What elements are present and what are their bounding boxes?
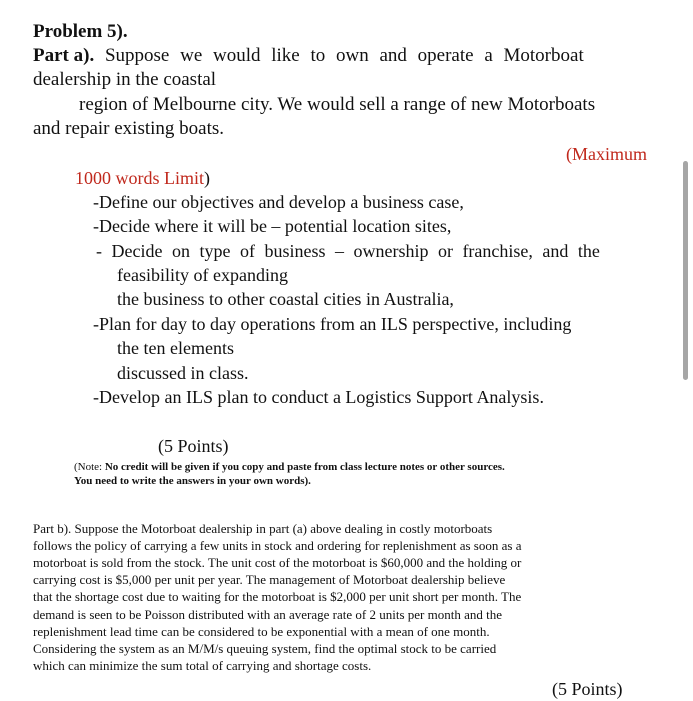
note-line-1	[74, 460, 505, 474]
part-a-label: Part a).	[33, 45, 95, 66]
bullet-dash: -	[93, 192, 99, 212]
part-b-line: that the shortage cost due to waiting for the motorboat is $2,000 per unit short per month. The	[33, 589, 522, 604]
word-limit-line-1: (Maximum	[566, 144, 647, 164]
bullet-text-continued: the business to other coastal cities in Australia,	[117, 289, 454, 309]
bullet-item	[96, 239, 600, 263]
part-b-line: Part b). Suppose the Motorboat dealership in part (a) above dealing in costly motorboats	[33, 521, 493, 536]
bullet-item	[93, 385, 544, 409]
part-b-line: which can minimize the sum total of carrying and shortage costs.	[33, 658, 372, 673]
part-b-line: demand is seen to be Poisson distributed with an average rate of 2 units per month and the	[33, 607, 502, 622]
part-a-text-1: Suppose we would like to own and operate a Motorboat	[94, 45, 584, 66]
bullet-text-continued: the ten elements	[117, 338, 234, 358]
part-b-line: carrying cost is $5,000 per unit per year. The management of Motorboat dealership believe	[33, 572, 506, 587]
problem-title: Problem 5).	[33, 21, 128, 42]
bullet-item	[93, 214, 451, 238]
part-a-line-1	[33, 44, 584, 68]
word-limit-line-2	[75, 166, 210, 190]
part-a-line-3: region of Melbourne city. We would sell a range of new Motorboats	[79, 94, 596, 115]
part-b-line: replenishment lead time can be considered to be exponential with a mean of one month.	[33, 624, 490, 639]
note-text-1: No credit will be given if you copy and paste from class lecture notes or other sources.	[104, 461, 505, 473]
word-limit-text: 1000 words Limit	[75, 168, 204, 188]
bullet-text-continued: feasibility of expanding	[117, 265, 288, 285]
bullet-text: Plan for day to day operations from an ILS perspective, including	[99, 314, 572, 334]
part-b-line: motorboat is sold from the stock. The unit cost of the motorboat is $60,000 and the holding or	[33, 555, 522, 570]
part-b-points: (5 Points)	[552, 679, 623, 699]
bullet-dash: -	[93, 314, 99, 334]
bullet-dash: -	[93, 387, 99, 407]
bullet-item	[93, 190, 464, 214]
part-b-line: follows the policy of carrying a few units in stock and ordering for replenishment as soon as a	[33, 538, 522, 553]
bullet-text: Decide on type of business – ownership or franchise, and the	[111, 241, 600, 261]
bullet-item	[93, 312, 571, 336]
vertical-scrollbar[interactable]	[683, 161, 688, 380]
part-a-line-4: and repair existing boats.	[33, 118, 225, 139]
note-prefix: (Note:	[74, 461, 105, 473]
word-limit-close: )	[204, 168, 210, 188]
bullet-text: Define our objectives and develop a business case,	[99, 192, 464, 212]
note-line-2: You need to write the answers in your own words).	[74, 475, 311, 487]
bullet-text: Develop an ILS plan to conduct a Logistics Support Analysis.	[99, 387, 544, 407]
part-a-line-2: dealership in the coastal	[33, 69, 217, 90]
part-b-line: Considering the system as an M/M/s queuing system, find the optimal stock to be carried	[33, 641, 497, 656]
part-a-points: (5 Points)	[158, 436, 229, 456]
bullet-dash: -	[93, 216, 99, 236]
bullet-text: Decide where it will be – potential location sites,	[99, 216, 452, 236]
bullet-text-continued: discussed in class.	[117, 363, 249, 383]
bullet-dash: -	[96, 241, 102, 261]
